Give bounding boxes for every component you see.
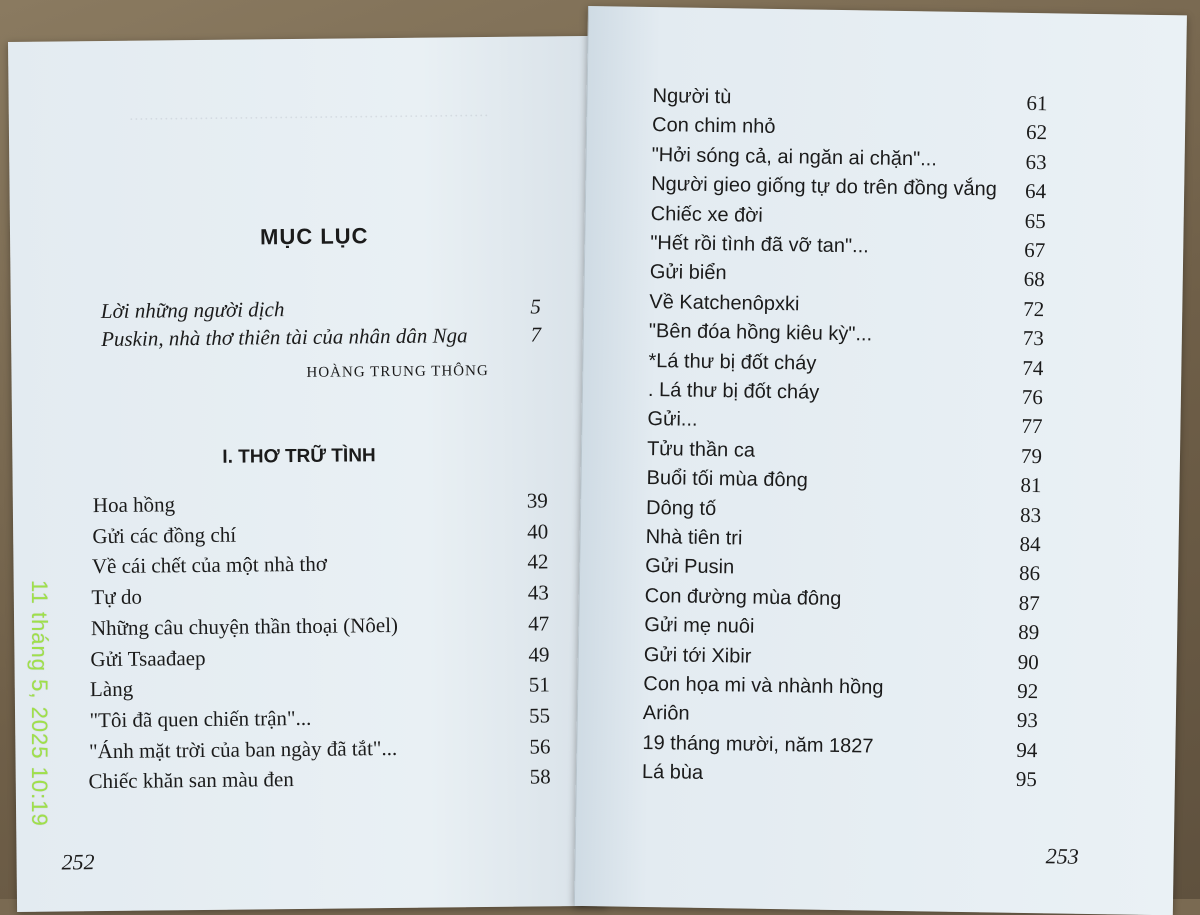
- toc-entry-title: Người tù: [652, 85, 732, 109]
- toc-entry-page: 67: [1024, 237, 1046, 263]
- toc-entry-title: *Lá thư bị đốt cháy: [648, 349, 817, 375]
- toc-entry-title: "Hết rồi tình đã vỡ tan"...: [650, 232, 869, 258]
- toc-entry-page: 65: [1024, 208, 1046, 233]
- page-number-right: 253: [1045, 843, 1079, 869]
- toc-entry-title: Tự do: [91, 584, 143, 610]
- toc-entry-title: Buổi tối mùa đông: [646, 467, 808, 492]
- toc-entry-page: 42: [527, 549, 549, 574]
- toc-entry-page: 76: [1021, 384, 1044, 410]
- toc-entry-page: 86: [1018, 561, 1041, 586]
- toc-entry-title: Gửi Pusin: [645, 555, 735, 579]
- toc-entry-page: 79: [1020, 443, 1043, 468]
- toc-entry-title: . Lá thư bị đốt cháy: [647, 378, 820, 404]
- toc-entry-page: 77: [1021, 414, 1043, 439]
- page-number-left: 252: [61, 849, 95, 875]
- toc-entry-title: Con họa mi và nhành hồng: [643, 672, 884, 699]
- section-title: I. THƠ TRỮ TÌNH: [222, 445, 376, 468]
- toc-entry-page: 64: [1024, 179, 1047, 204]
- toc-entry-title: Gửi các đồng chí: [92, 522, 237, 548]
- toc-entry-page: 87: [1018, 590, 1040, 615]
- toc-entry-page: 58: [529, 764, 551, 789]
- toc-entry-title: Nhà tiên tri: [645, 525, 743, 550]
- right-page: [574, 6, 1187, 915]
- toc-entry-page: 68: [1023, 267, 1045, 292]
- toc-entry-title: Chiếc xe đời: [650, 202, 763, 227]
- toc-entry-title: Những câu chuyện thần thoại (Nôel): [90, 612, 399, 640]
- toc-title: MỤC LỤC: [259, 223, 369, 250]
- toc-entry-title: Gửi...: [647, 408, 698, 432]
- toc-entry-title: Chiếc khăn san màu đen: [88, 767, 294, 794]
- toc-entry-page: 84: [1019, 531, 1041, 557]
- toc-entry-page: 94: [1016, 737, 1038, 762]
- toc-entry-title: Gửi biển: [649, 261, 727, 285]
- toc-entry-page: 73: [1022, 326, 1045, 351]
- toc-entry-title: Puskin, nhà thơ thiên tài của nhân dân Nga: [100, 323, 468, 352]
- toc-entry-page: 95: [1015, 767, 1038, 792]
- toc-entry-page: 81: [1020, 473, 1042, 498]
- timestamp-overlay: 11 tháng 5, 2025 10:19: [27, 580, 52, 827]
- toc-entry-title: Gửi mẹ nuôi: [644, 614, 755, 638]
- toc-entry-title: "Ánh mặt trời của ban ngày đã tắt"...: [88, 735, 398, 763]
- toc-entry-page: 39: [526, 488, 548, 513]
- toc-entry-page: 40: [527, 519, 549, 544]
- toc-entry-title: Dông tố: [645, 496, 717, 520]
- toc-entry-title: Lá bùa: [641, 761, 704, 785]
- left-page: [8, 36, 607, 912]
- toc-entry-page: 63: [1025, 149, 1047, 175]
- toc-entry-page: 74: [1022, 355, 1044, 380]
- toc-entry-page: 92: [1017, 678, 1039, 704]
- toc-entry-page: 47: [527, 611, 550, 636]
- toc-entry-title: Về Katchenôpxki: [649, 290, 800, 316]
- toc-entry-page: 62: [1025, 120, 1048, 145]
- bleed-through-text: ………………………………………………………………: [128, 103, 489, 124]
- toc-entry-title: 19 tháng mười, năm 1827: [642, 731, 874, 758]
- toc-entry-page: 7: [530, 322, 542, 347]
- toc-entry-page: 51: [528, 672, 550, 697]
- toc-entry-page: 83: [1019, 502, 1042, 527]
- toc-entry-title: Về cái chết của một nhà thơ: [91, 552, 328, 579]
- toc-entry-page: 90: [1017, 649, 1039, 674]
- toc-entry-title: Hoa hồng: [92, 492, 176, 518]
- toc-entry-page: 55: [528, 703, 551, 728]
- toc-entry-page: 61: [1026, 90, 1048, 116]
- toc-entry-title: Tửu thần ca: [646, 437, 756, 462]
- toc-entry-page: 49: [528, 641, 550, 667]
- toc-entry-page: 89: [1018, 620, 1040, 645]
- toc-entry-page: 93: [1016, 708, 1039, 733]
- toc-entry-title: Ariôn: [642, 702, 690, 726]
- toc-entry-title: Gửi tới Xibir: [643, 643, 752, 668]
- toc-entry-title: "Tôi đã quen chiến trận"...: [89, 705, 312, 733]
- toc-entry-page: 72: [1023, 296, 1045, 321]
- toc-entry-title: Gửi Tsaađaep: [90, 645, 206, 671]
- toc-entry-title: "Hởi sóng cả, ai ngăn ai chặn"...: [651, 143, 938, 171]
- toc-entry-title: Làng: [89, 676, 134, 702]
- toc-entry-title: Con đường mùa đông: [644, 584, 842, 610]
- toc-entry-title: Lời những người dịch: [100, 297, 285, 324]
- toc-entry-page: 56: [529, 733, 551, 759]
- toc-entry-title: "Bên đóa hồng kiêu kỳ"...: [648, 320, 873, 346]
- author-name: HOÀNG TRUNG THÔNG: [306, 362, 489, 381]
- toc-entry-title: Con chim nhỏ: [651, 114, 776, 139]
- toc-entry-title: Người gieo giống tự do trên đồng vắng: [651, 173, 998, 201]
- toc-entry-page: 43: [527, 580, 549, 605]
- toc-entry-page: 5: [530, 294, 541, 319]
